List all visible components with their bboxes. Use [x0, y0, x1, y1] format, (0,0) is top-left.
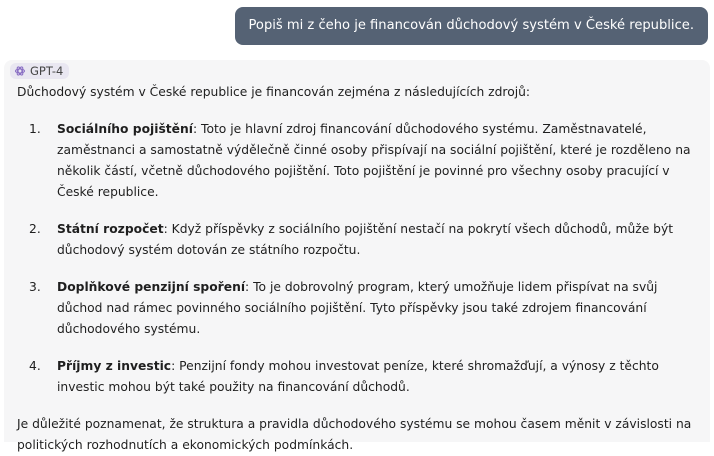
answer-outro: Je důležité poznamenat, že struktura a pravidla důchodového systému se mohou časem měnit v závislosti na politických rozhodnutích a ekonomických podmínkách. — [17, 417, 692, 452]
openai-logo-icon — [14, 65, 26, 77]
list-item-body — [55, 219, 703, 261]
list-item — [17, 356, 703, 398]
model-badge — [10, 63, 69, 79]
list-item-text: : To je dobrovolný program, který umožňuje lidem přispívat na svůj důchod nad rámec povinného sociálního pojištění. Tyto příspěvky jsou také zdrojem financování důchodového systému. — [57, 280, 658, 336]
model-badge-label: GPT-4 — [30, 64, 64, 78]
list-item-text: : Toto je hlavní zdroj financování důchodového systému. Zaměstnavatelé, zaměstnanci a samostatně výdělečně činné osoby přispívají na sociální pojištění, které je rozděleno na několik částí, včetně důchodového pojištění. Toto pojištění je povinné pro všechny osoby pracující v České republice. — [57, 122, 691, 199]
list-item-body — [55, 356, 703, 398]
assistant-message — [4, 60, 710, 452]
list-item-number: 2. — [29, 222, 41, 236]
list-item-title: Příjmy z investic — [57, 359, 172, 373]
list-item-title: Sociálního pojištění — [57, 122, 193, 136]
list-item-title: Doplňkové penzijní spoření — [57, 280, 246, 294]
list-item-text: : Penzijní fondy mohou investovat peníze, které shromažďují, a výnosy z těchto investic mohou být také použity na financování důchodů. — [57, 359, 659, 394]
answer-list — [17, 119, 703, 398]
list-item-body — [55, 119, 703, 203]
list-item — [17, 219, 703, 261]
list-item-text: : Když příspěvky z sociálního pojištění nestačí na pokrytí všech důchodů, může být důchodový systém dotován ze státního rozpočtu. — [57, 222, 674, 257]
list-item-body — [55, 277, 703, 340]
list-item — [17, 277, 703, 340]
list-item-number: 1. — [29, 122, 41, 136]
list-item-number: 3. — [29, 280, 41, 294]
assistant-message-content — [17, 82, 703, 456]
user-message-bubble — [235, 7, 709, 45]
answer-intro: Důchodový systém v České republice je financován zejména z následujících zdrojů: — [17, 85, 531, 99]
list-item-title: Státní rozpočet — [57, 222, 164, 236]
user-message-text: Popiš mi z čeho je financován důchodový systém v České republice. — [248, 18, 694, 33]
list-item-number: 4. — [29, 359, 41, 373]
list-item — [17, 119, 703, 203]
